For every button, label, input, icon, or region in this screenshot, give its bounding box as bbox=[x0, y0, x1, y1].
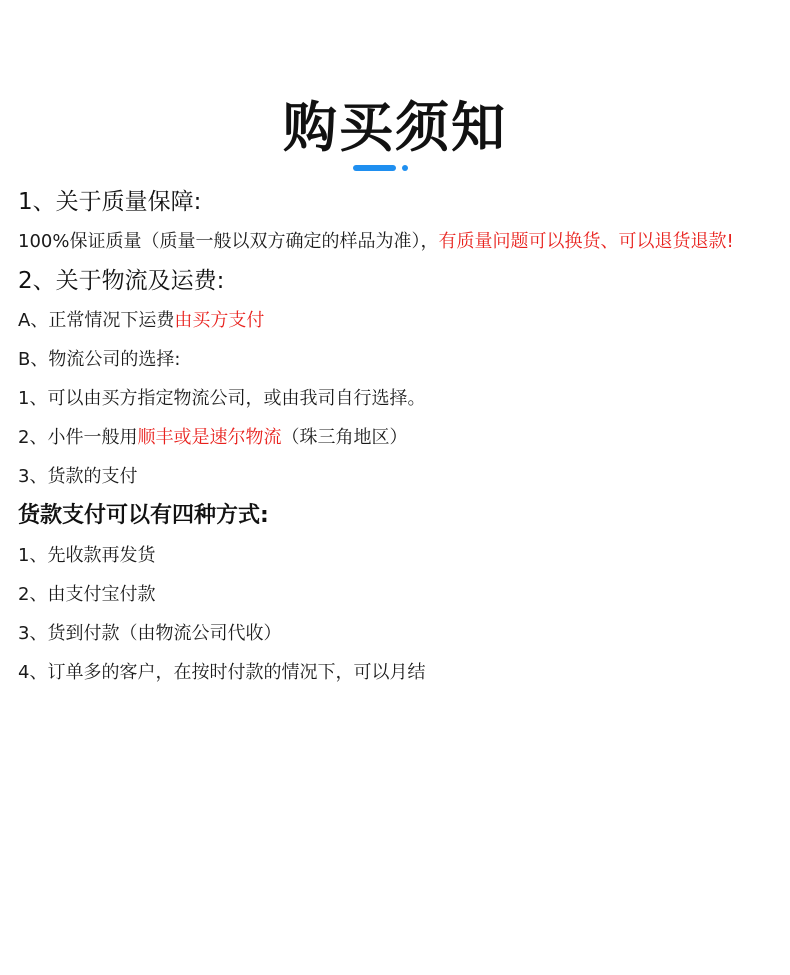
logistics-line-b: B、物流公司的选择: bbox=[18, 349, 181, 370]
section-quality-heading: 1、关于质量保障: bbox=[18, 189, 202, 215]
quality-text-normal: 100%保证质量（质量一般以双方确定的样品为准）， bbox=[18, 231, 439, 252]
logistics-item-2-suffix: （珠三角地区） bbox=[281, 427, 408, 448]
section-logistics-heading: 2、关于物流及运费: bbox=[18, 268, 225, 294]
logistics-item-2-highlight: 顺丰或是速尔物流 bbox=[137, 427, 282, 448]
logistics-line-a-highlight: 由买方支付 bbox=[174, 310, 265, 331]
title-underline-dot bbox=[402, 165, 408, 171]
quality-text-highlight: 有质量问题可以换货、可以退货退款! bbox=[438, 231, 734, 252]
title-underline-bar bbox=[353, 165, 396, 171]
logistics-item-3: 3、货款的支付 bbox=[18, 466, 138, 487]
logistics-item-2 bbox=[18, 418, 778, 457]
payment-item-2: 2、由支付宝付款 bbox=[18, 584, 156, 605]
payment-item-4: 4、订单多的客户，在按时付款的情况下，可以月结 bbox=[18, 662, 426, 683]
logistics-item-2-text: 2、小件一般用 bbox=[18, 427, 138, 448]
section-quality-text bbox=[18, 222, 778, 261]
section-payment-heading: 货款支付可以有四种方式: bbox=[18, 503, 269, 528]
payment-item-3: 3、货到付款（由物流公司代收） bbox=[18, 623, 282, 644]
logistics-item-1: 1、可以由买方指定物流公司，或由我司自行选择。 bbox=[18, 388, 426, 409]
page-title: 购买须知 bbox=[283, 96, 507, 159]
notice-content bbox=[18, 182, 778, 692]
logistics-line-a bbox=[18, 301, 778, 340]
logistics-line-a-text: A、正常情况下运费 bbox=[18, 310, 175, 331]
payment-item-1: 1、先收款再发货 bbox=[18, 545, 156, 566]
